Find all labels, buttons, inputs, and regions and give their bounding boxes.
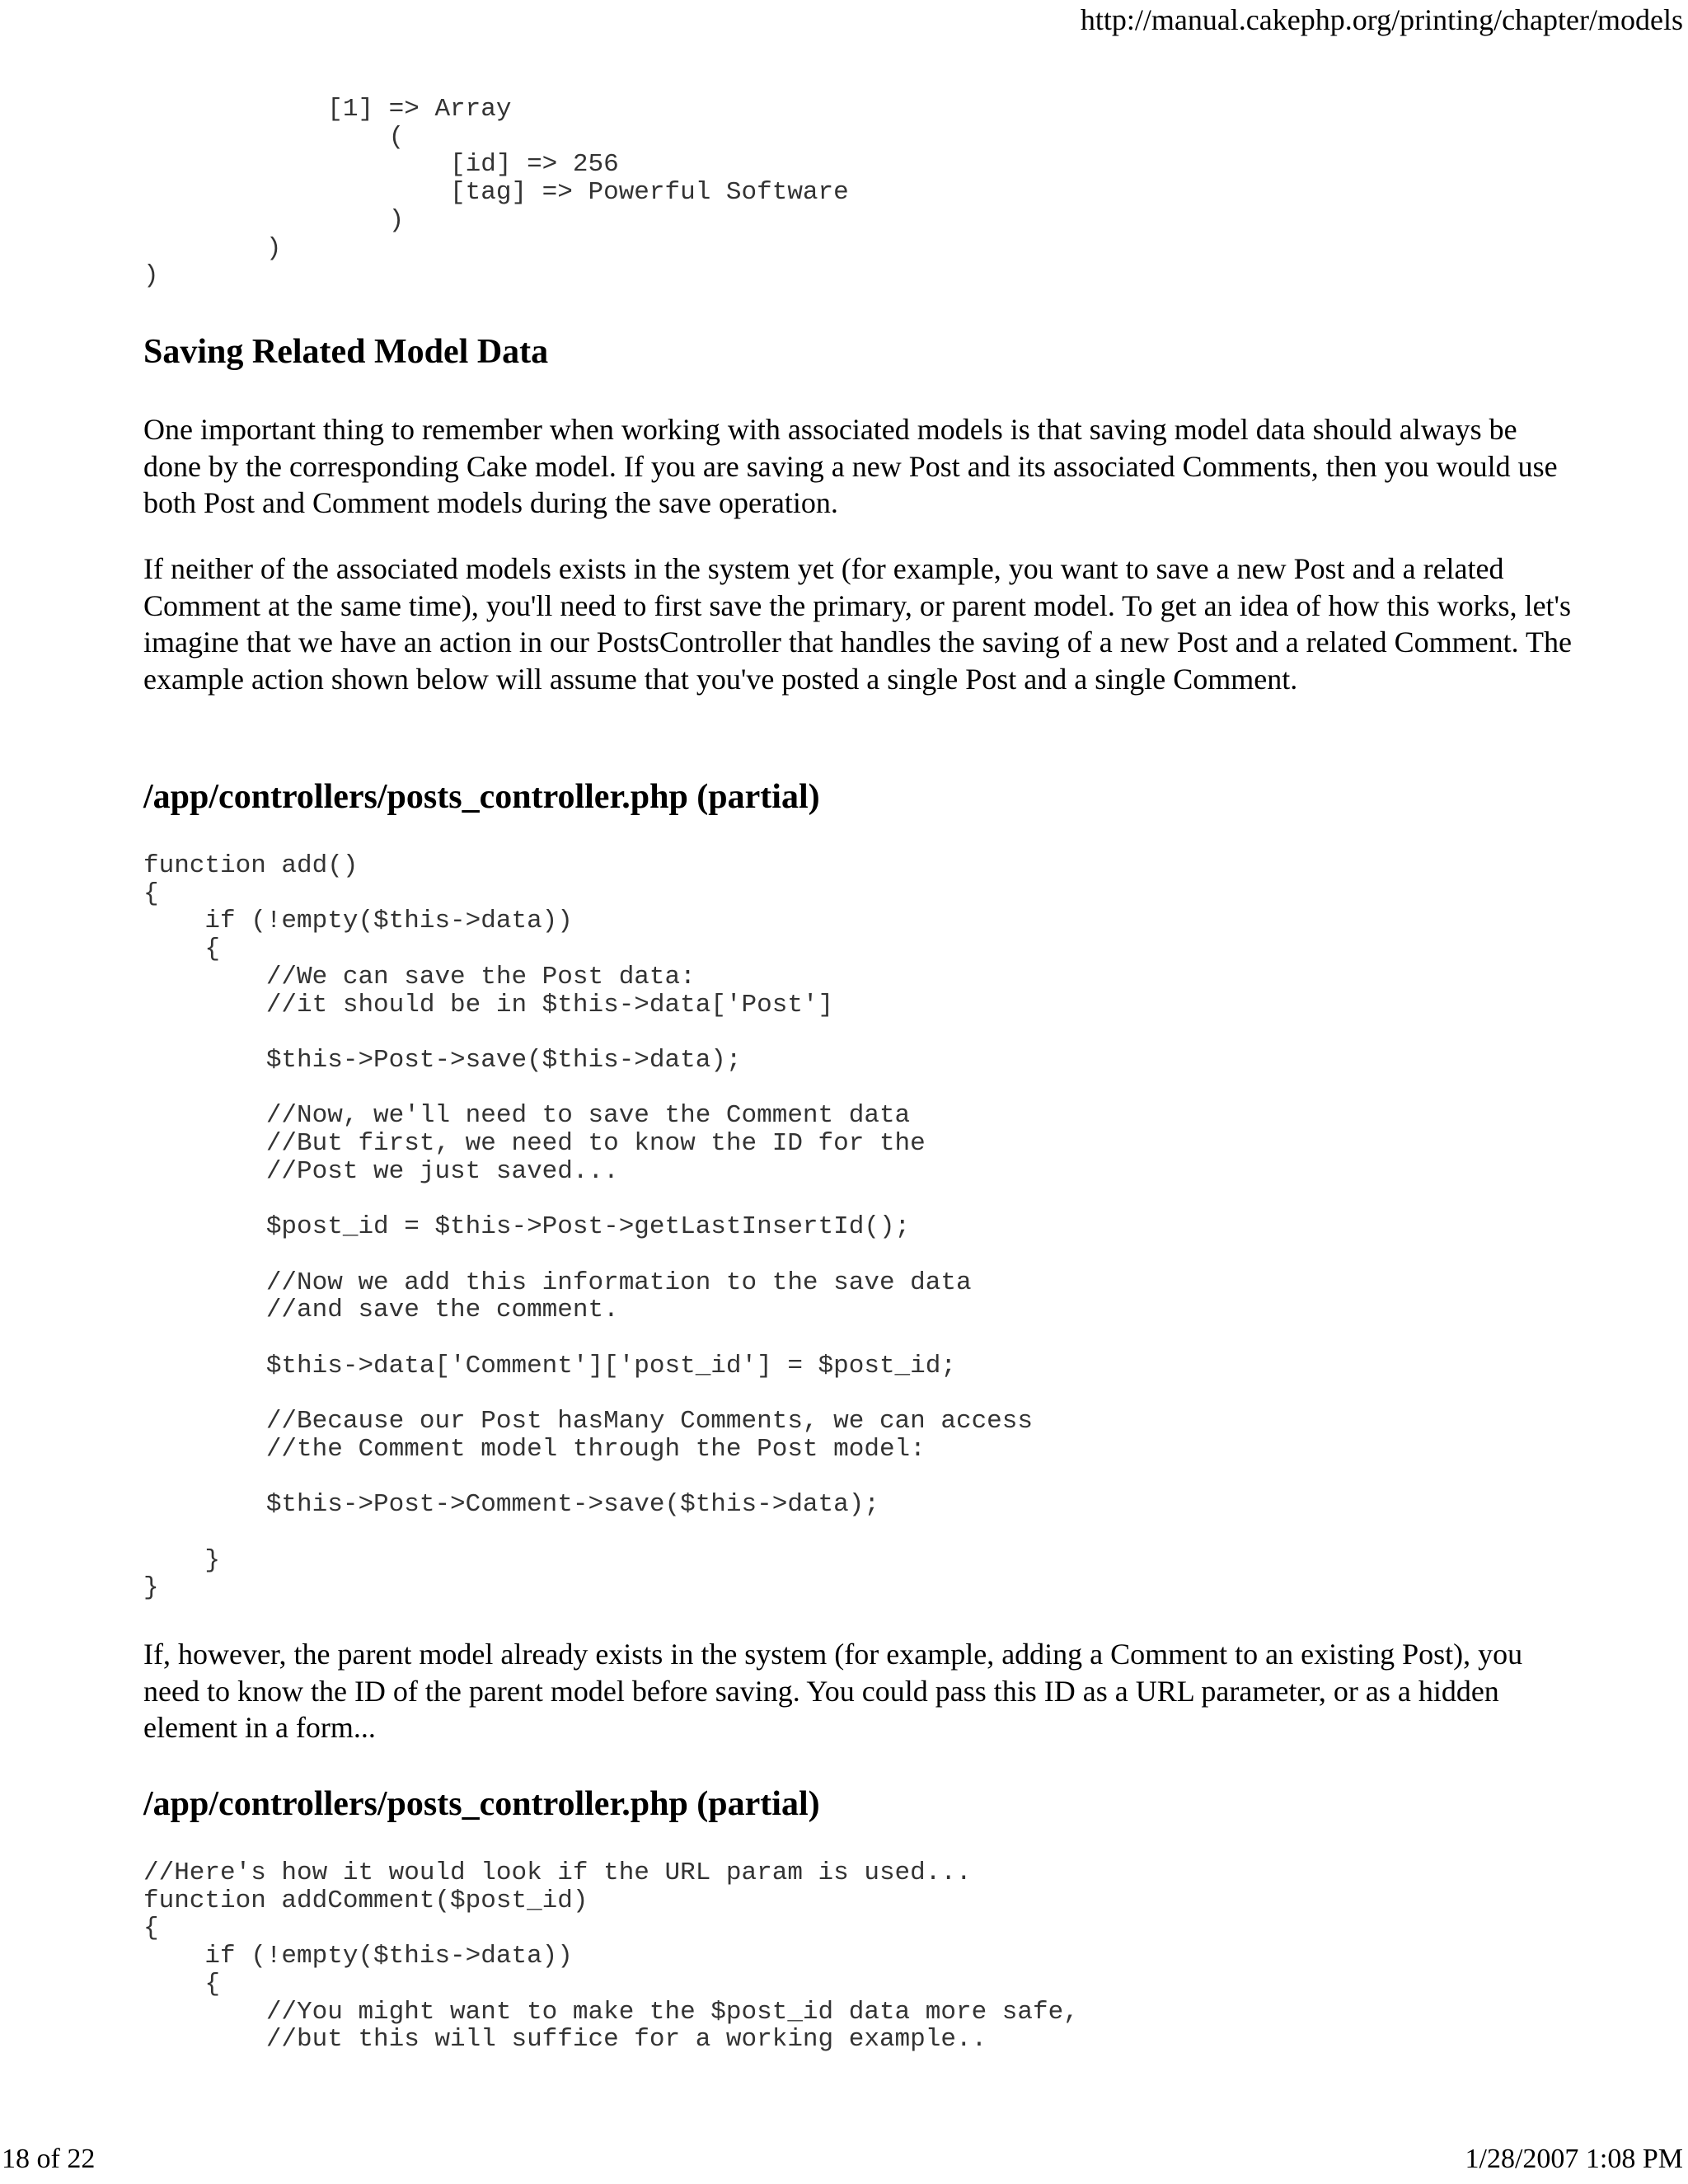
code-block-add-comment-function: //Here's how it would look if the URL param is used... function addComment($post_id) { if (!empty($this->data)) { //You might want to make the $post_id data more safe, //but this will suffice for a working example.. — [143, 1858, 1079, 2055]
paragraph-saving-intro: One important thing to remember when working with associated models is that saving model data should always be done by the corresponding Cake model. If you are saving a new Post and its associated Comments, then you would use both Post and Comment models during the save operation. — [143, 413, 1558, 520]
code-file-heading-add: /app/controllers/posts_controller.php (partial) — [143, 778, 820, 816]
code-block-add-function: function add() { if (!empty($this->data)) { //We can save the Post data: //it should be in $this->data['Post'] $this->Post->save($this->data); //Now, we'll need to save the Comment data //But first, we need to know the ID for the //Post we just saved... $post_id = $this->Post->getLastInsertId(); //Now we add this information to the save data //and save the comment. $this->data['Comment']['post_id'] = $post_id; //Because our Post hasMany Comments, we can access //the Comment model through the Post model: $this->Post->Comment->save($this->data); } } — [143, 851, 1033, 1603]
paragraph-parent-model-first: If neither of the associated models exists in the system yet (for example, you want to save a new Post and a related Comment at the same time), you'll need to first save the primary, or parent model. To get an idea of how this works, let's imagine that we have an action in our PostsController that handles the saving of a new Post and a related Comment. The example action shown below will assume that you've posted a single Post and a single Comment. — [143, 552, 1572, 696]
page-url: http://manual.cakephp.org/printing/chapter/models — [1080, 3, 1683, 36]
page-number: 18 of 22 — [2, 2144, 96, 2174]
paragraph-existing-parent: If, however, the parent model already exists in the system (for example, adding a Comment to an existing Post), you need to know the ID of the parent model before saving. You could pass this ID as a URL parameter, or as a hidden element in a form... — [143, 1638, 1523, 1745]
code-file-heading-add-comment: /app/controllers/posts_controller.php (partial) — [143, 1785, 820, 1823]
code-block-array-output: [1] => Array ( [id] => 256 [tag] => Powerful Software ) ) ) — [143, 95, 849, 291]
print-timestamp: 1/28/2007 1:08 PM — [1465, 2144, 1683, 2174]
section-heading-saving-related-model-data: Saving Related Model Data — [143, 333, 549, 371]
